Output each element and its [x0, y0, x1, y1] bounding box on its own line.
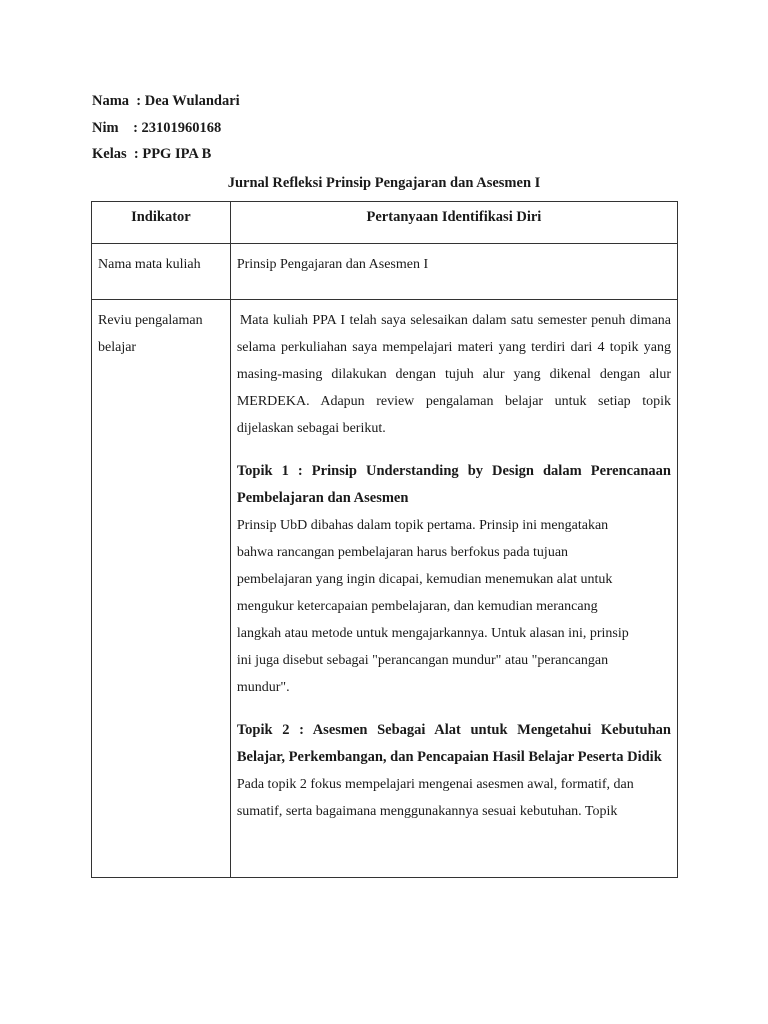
table-row — [92, 300, 678, 878]
paragraph-spacer — [237, 442, 671, 458]
row-label-reviu — [92, 300, 231, 878]
topic1-line: Prinsip UbD dibahas dalam topik pertama. Prinsip ini mengatakan — [236, 518, 609, 533]
row-label-nama-mata-kuliah: Nama mata kuliah — [92, 244, 231, 300]
row-value-reviu — [230, 300, 677, 878]
intro-paragraph: Mata kuliah PPA I telah saya selesaikan dalam satu semester penuh dimana selama perkuliahan saya mempelajari materi yang terdiri dari 4 topik yang masing-masing dilakukan dengan tujuh alur yang dikenal dengan alur MERDEKA. Adapun review pengalaman belajar untuk setiap topik dijelaskan sebagai berikut. — [236, 313, 671, 436]
topic1-paragraph — [237, 512, 671, 701]
reflection-table — [91, 201, 678, 878]
nama-label: Nama : — [92, 93, 142, 109]
topic1-line: bahwa rancangan pembelajaran harus berfokus pada tujuan — [236, 545, 569, 560]
paragraph-spacer — [237, 701, 671, 717]
reviu-label: Reviu pengalaman belajar — [98, 313, 203, 355]
column-header-pertanyaan: Pertanyaan Identifikasi Diri — [230, 202, 677, 244]
nim-row — [92, 118, 240, 145]
nama-row — [92, 91, 240, 118]
topic2-line: sumatif, serta bagaimana menggunakannya sesuai kebutuhan. Topik — [236, 804, 618, 819]
table-row — [92, 244, 678, 300]
topic2-line: Pada topik 2 fokus mempelajari mengenai asesmen awal, formatif, dan — [236, 777, 634, 792]
topic2-paragraph — [237, 771, 671, 825]
topic2-title: Topik 2 : Asesmen Sebagai Alat untuk Mengetahui Kebutuhan Belajar, Perkembangan, dan Pencapaian Hasil Belajar Peserta Didik — [236, 722, 671, 765]
topic1-line: ini juga disebut sebagai "perancangan mundur" atau "perancangan — [236, 653, 609, 668]
topic1-line: mundur". — [236, 680, 290, 695]
row-value-nama-mata-kuliah: Prinsip Pengajaran dan Asesmen I — [230, 244, 677, 300]
topic1-title: Topik 1 : Prinsip Understanding by Design dalam Perencanaan Pembelajaran dan Asesmen — [236, 463, 671, 506]
kelas-row — [92, 144, 240, 171]
nama-value: Dea Wulandari — [144, 93, 240, 109]
topic1-line: pembelajaran yang ingin dicapai, kemudian menemukan alat untuk — [236, 572, 613, 587]
topic1-line: langkah atau metode untuk mengajarkannya. Untuk alasan ini, prinsip — [236, 626, 629, 641]
kelas-label: Kelas : — [92, 146, 139, 162]
document-title: Jurnal Refleksi Prinsip Pengajaran dan Asesmen I — [227, 175, 541, 191]
kelas-value: PPG IPA B — [142, 146, 212, 162]
table-header-row — [92, 202, 678, 244]
topic1-line: mengukur ketercapaian pembelajaran, dan kemudian merancang — [236, 599, 598, 614]
nim-label: Nim : — [92, 119, 138, 136]
nim-value: 23101960168 — [141, 119, 222, 136]
student-info — [92, 91, 240, 171]
column-header-indikator: Indikator — [92, 202, 231, 244]
